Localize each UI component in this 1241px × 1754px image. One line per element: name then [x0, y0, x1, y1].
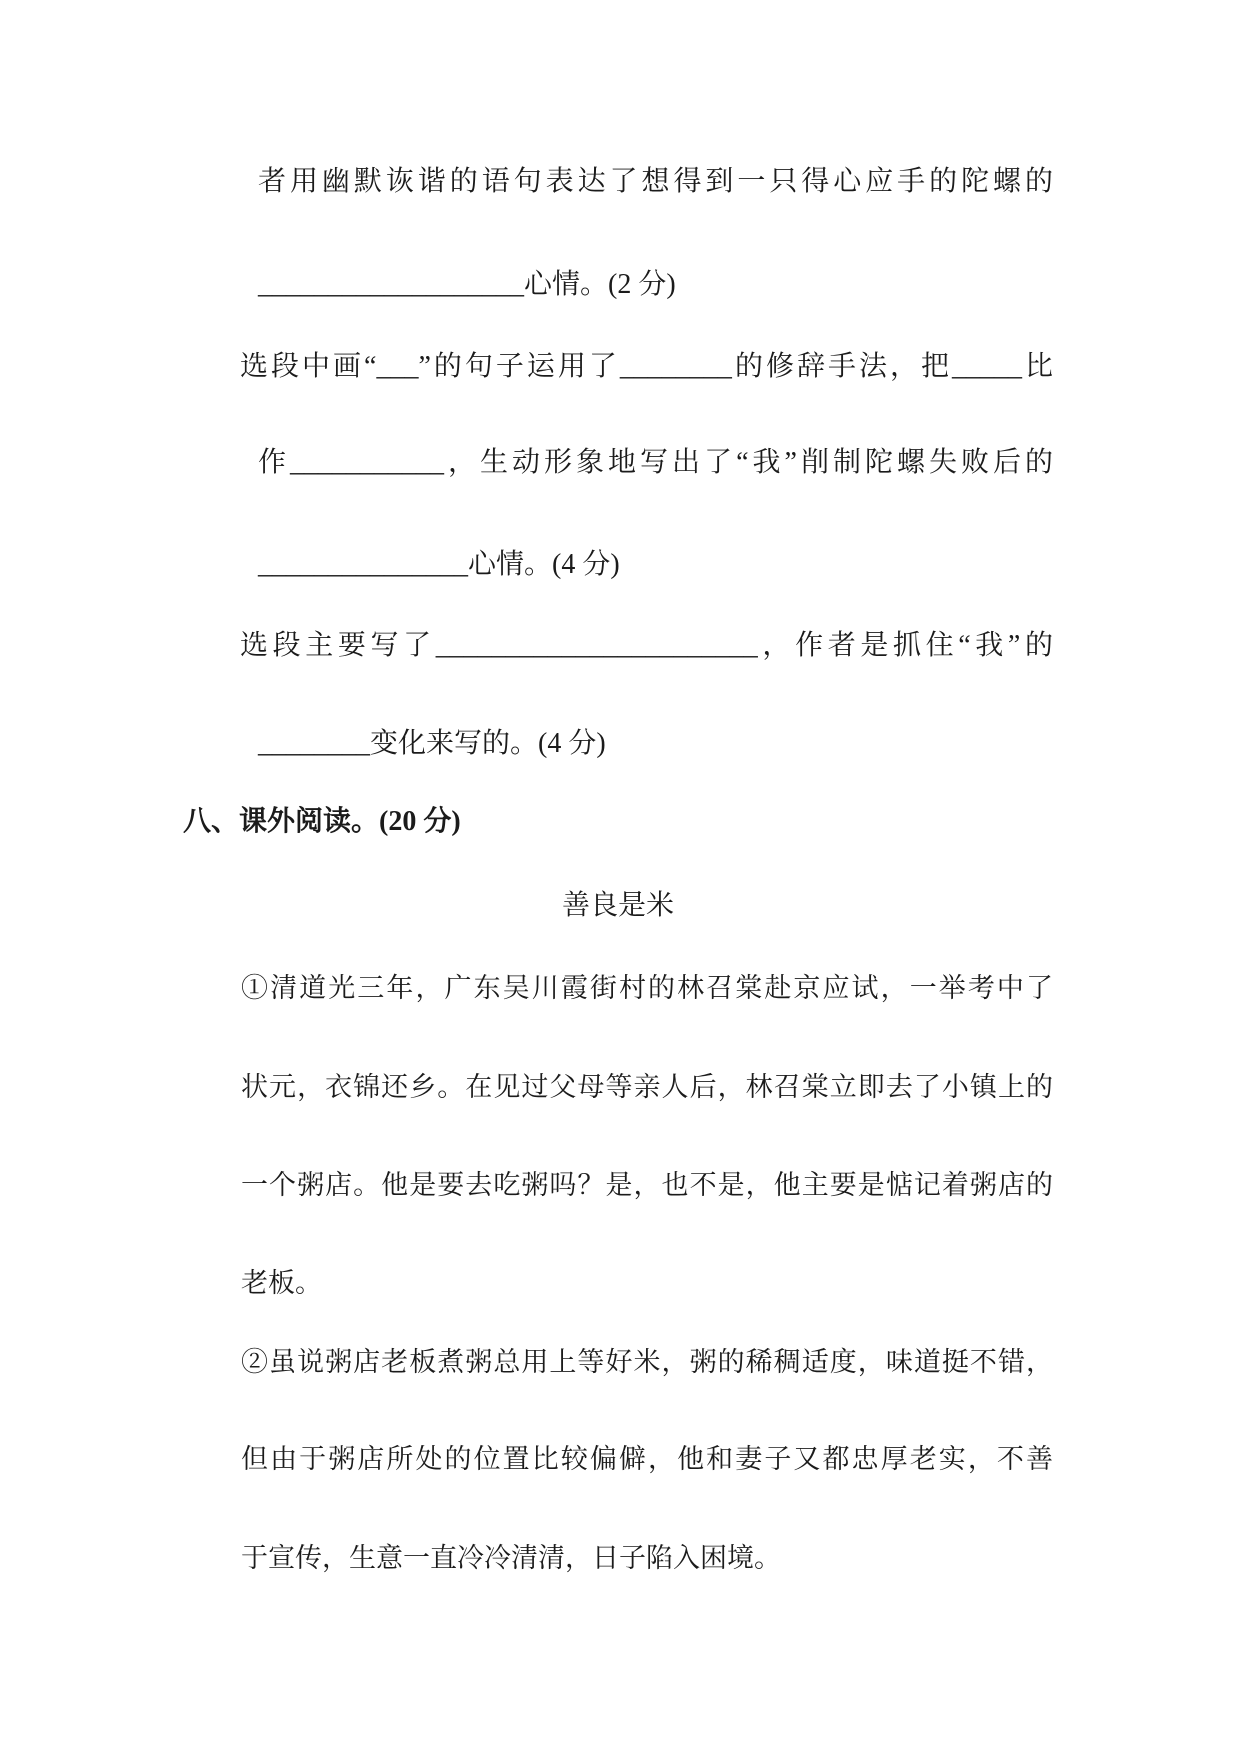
passage-line-7: 于宣传，生意一直冷冷清清，日子陷入困境。	[241, 1543, 781, 1573]
question-line-1: 者用幽默诙谐的语句表达了想得到一只得心应手的陀螺的	[258, 166, 1053, 197]
passage-line-2: 状元，衣锦还乡。在见过父母等亲人后，林召棠立即去了小镇上的	[241, 1072, 1053, 1102]
section-header: 八、课外阅读。(20 分)	[183, 806, 461, 837]
passage-line-6: 但由于粥店所处的位置比较偏僻，他和妻子又都忠厚老实，不善	[241, 1444, 1053, 1474]
question-line-7: ________变化来写的。(4 分)	[258, 728, 606, 759]
passage-line-3: 一个粥店。他是要去吃粥吗？是，也不是，他主要是惦记着粥店的	[241, 1170, 1053, 1200]
question-line-4: 作___________，生动形象地写出了“我”削制陀螺失败后的	[258, 447, 1053, 478]
passage-line-4: 老板。	[241, 1268, 322, 1298]
passage-title: 善良是米	[561, 890, 674, 921]
passage-line-1: ①清道光三年，广东吴川霞街村的林召棠赴京应试，一举考中了	[241, 973, 1053, 1003]
question-line-5: _______________心情。(4 分)	[258, 549, 620, 580]
question-line-3: 选段中画“___”的句子运用了________的修辞手法，把_____比	[240, 351, 1053, 382]
question-line-2: ___________________心情。(2 分)	[258, 269, 676, 300]
passage-line-5: ②虽说粥店老板煮粥总用上等好米，粥的稀稠适度，味道挺不错，	[241, 1347, 1053, 1377]
question-line-6: 选段主要写了_______________________，作者是抓住“我”的	[240, 630, 1053, 661]
